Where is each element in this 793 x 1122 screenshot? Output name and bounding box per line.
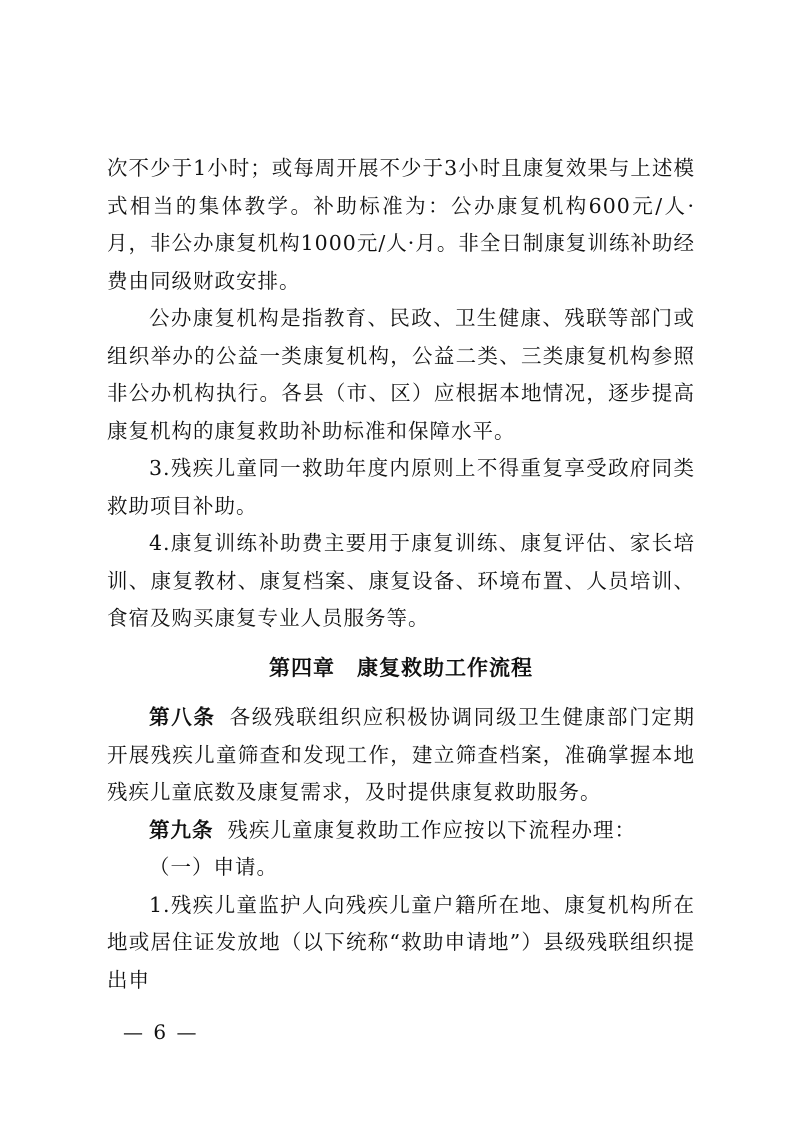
item-application-1: 1.残疾儿童监护人向残疾儿童户籍所在地、康复机构所在地或居住证发放地（以下统称“救助申请地”）县级残联组织提出申 [107, 892, 695, 992]
article-8-text: 各级残联组织应积极协调同级卫生健康部门定期开展残疾儿童筛查和发现工作，建立筛查档案，准确掌握本地残疾儿童底数及康复需求，及时提供康复救助服务。 [107, 705, 696, 804]
paragraph-item-3: 3.残疾儿童同一救助年度内原则上不得重复享受政府同类救助项目补助。 [107, 456, 695, 518]
paragraph-item-4: 4.康复训练补助费主要用于康复训练、康复评估、家长培训、康复教材、康复档案、康复设备、环境布置、人员培训、食宿及购买康复专业人员服务等。 [107, 531, 695, 630]
chapter-heading: 第四章 康复救助工作流程 [269, 655, 533, 680]
document-body [107, 150, 695, 999]
article-8-label: 第八条 [149, 705, 216, 729]
article-9 [107, 812, 695, 850]
article-8 [107, 699, 695, 812]
article-9-label: 第九条 [149, 817, 214, 842]
article-9-text: 残疾儿童康复救助工作应按以下流程办理： [227, 817, 636, 842]
paragraph-subsidy-standard: 次不少于1小时；或每周开展不少于3小时且康复效果与上述模式相当的集体教学。补助标准为：公办康复机构600元/人·月，非公办康复机构1000元/人·月。非全日制康复训练补助经费由同级财政安排。 [107, 156, 695, 293]
page-number: — 6 — [123, 1020, 199, 1044]
paragraph-public-institutions: 公办康复机构是指教育、民政、卫生健康、残联等部门或组织举办的公益一类康复机构，公益二类、三类康复机构参照非公办机构执行。各县（市、区）应根据本地情况，逐步提高康复机构的康复救助补助标准和保障水平。 [107, 306, 695, 443]
item-application: （一）申请。 [149, 855, 278, 879]
